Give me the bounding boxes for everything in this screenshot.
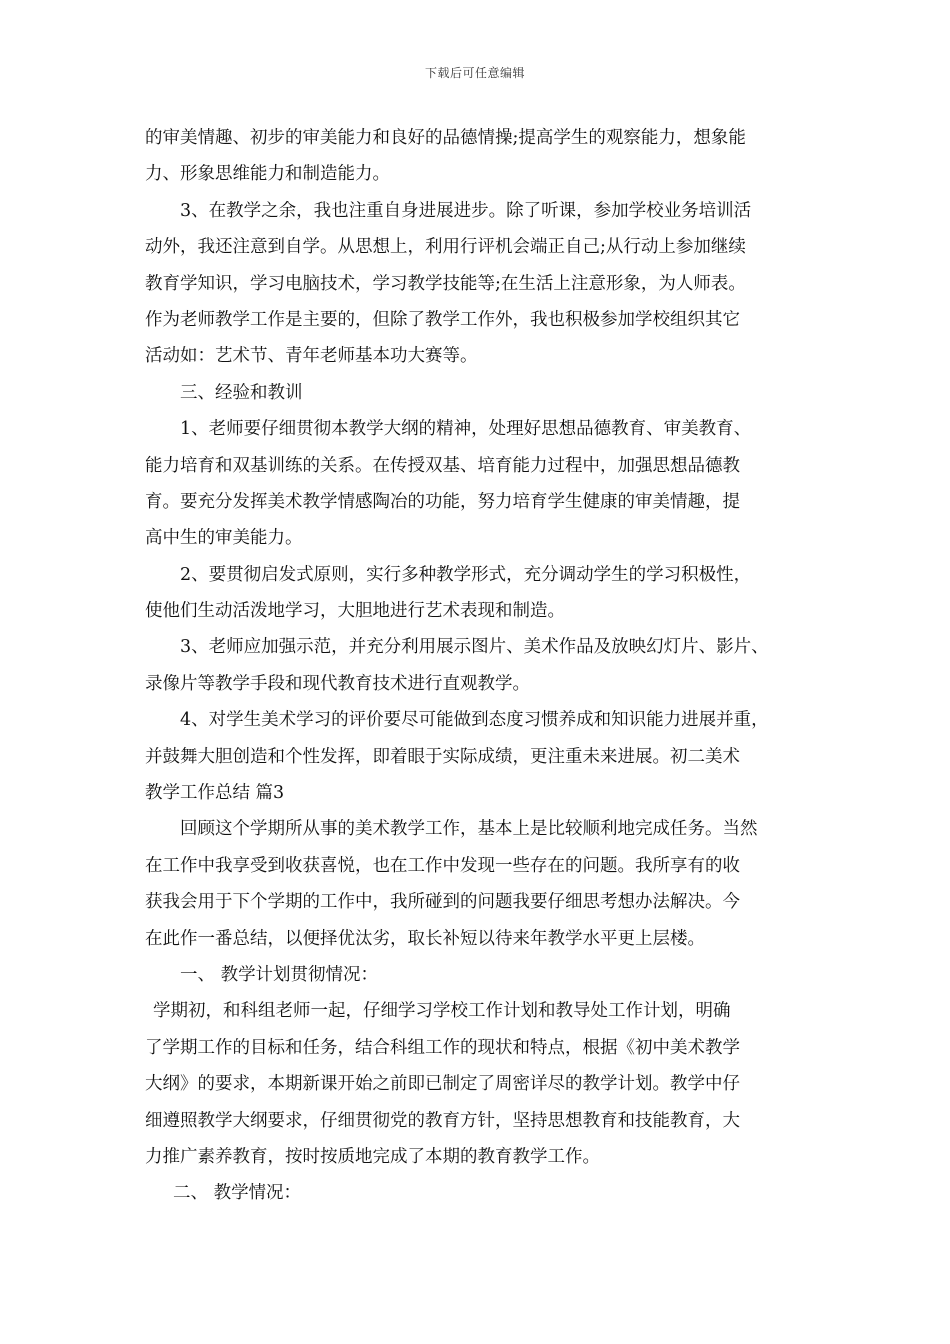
text-line: 的审美情趣、初步的审美能力和良好的品德情操;提高学生的观察能力，想象能 <box>145 128 746 148</box>
text-line: 教育学知识，学习电脑技术，学习教学技能等;在生活上注意形象，为人师表。 <box>145 273 746 294</box>
paragraph-start: 学期初，和科组老师一起，仔细学习学校工作计划和教导处工作计划，明确 <box>153 1001 731 1022</box>
paragraph-start: 1、老师要仔细贯彻本教学大纲的精神，处理好思想品德教育、审美教育、 <box>180 419 752 440</box>
paragraph-start: 3、在教学之余，我也注重自身进展进步。除了听课，参加学校业务培训活 <box>180 200 752 221</box>
text-line: 力、形象思维能力和制造能力。 <box>145 164 390 185</box>
paragraph-start: 2、要贯彻启发式原则，实行多种教学形式，充分调动学生的学习积极性， <box>180 564 752 585</box>
text-line: 力推广素养教育，按时按质地完成了本期的教育教学工作。 <box>145 1146 600 1167</box>
text-line: 育。要充分发挥美术教学情感陶冶的功能，努力培育学生健康的审美情趣，提 <box>145 491 740 512</box>
paragraph-start: 4、对学生美术学习的评价要尽可能做到态度习惯养成和知识能力进展并重， <box>180 710 769 731</box>
text-line: 能力培育和双基训练的关系。在传授双基、培育能力过程中，加强思想品德教 <box>145 455 740 476</box>
text-line: 获我会用于下个学期的工作中，我所碰到的问题我要仔细思考想办法解决。今 <box>145 892 740 913</box>
paragraph-start: 回顾这个学期所从事的美术教学工作，基本上是比较顺利地完成任务。当然 <box>180 819 758 840</box>
text-line: 高中生的审美能力。 <box>145 528 303 549</box>
text-line: 了学期工作的目标和任务，结合科组工作的现状和特点，根据《初中美术教学 <box>145 1037 740 1058</box>
text-line: 教学工作总结 篇3 <box>145 783 285 804</box>
section-heading: 一、 教学计划贯彻情况： <box>180 964 379 985</box>
section-heading: 三、经验和教训 <box>180 382 303 403</box>
text-line: 细遵照教学大纲要求，仔细贯彻党的教育方针，坚持思想教育和技能教育，大 <box>145 1110 740 1131</box>
text-line: 在工作中我享受到收获喜悦，也在工作中发现一些存在的问题。我所享有的收 <box>145 855 740 876</box>
text-line: 大纲》的要求，本期新课开始之前即已制定了周密详尽的教学计划。教学中仔 <box>145 1074 740 1095</box>
paragraph-start: 3、老师应加强示范，并充分利用展示图片、美术作品及放映幻灯片、影片、 <box>180 637 769 658</box>
text-line: 使他们生动活泼地学习，大胆地进行艺术表现和制造。 <box>145 601 565 622</box>
text-line: 并鼓舞大胆创造和个性发挥，即着眼于实际成绩，更注重未来进展。初二美术 <box>145 746 740 767</box>
section-heading: 二、 教学情况： <box>173 1183 302 1204</box>
text-line: 在此作一番总结，以便择优汰劣，取长补短以待来年教学水平更上层楼。 <box>145 928 705 949</box>
text-line: 动外，我还注意到自学。从思想上，利用行评机会端正自己;从行动上参加继续 <box>145 237 746 258</box>
document-body <box>145 120 810 1212</box>
text-line: 活动如：艺术节、青年老师基本功大赛等。 <box>145 346 478 367</box>
text-line: 作为老师教学工作是主要的，但除了教学工作外，我也积极参加学校组织其它 <box>145 309 740 330</box>
page-header: 下载后可任意编辑 <box>424 66 525 80</box>
text-line: 录像片等教学手段和现代教育技术进行直观教学。 <box>145 673 530 694</box>
